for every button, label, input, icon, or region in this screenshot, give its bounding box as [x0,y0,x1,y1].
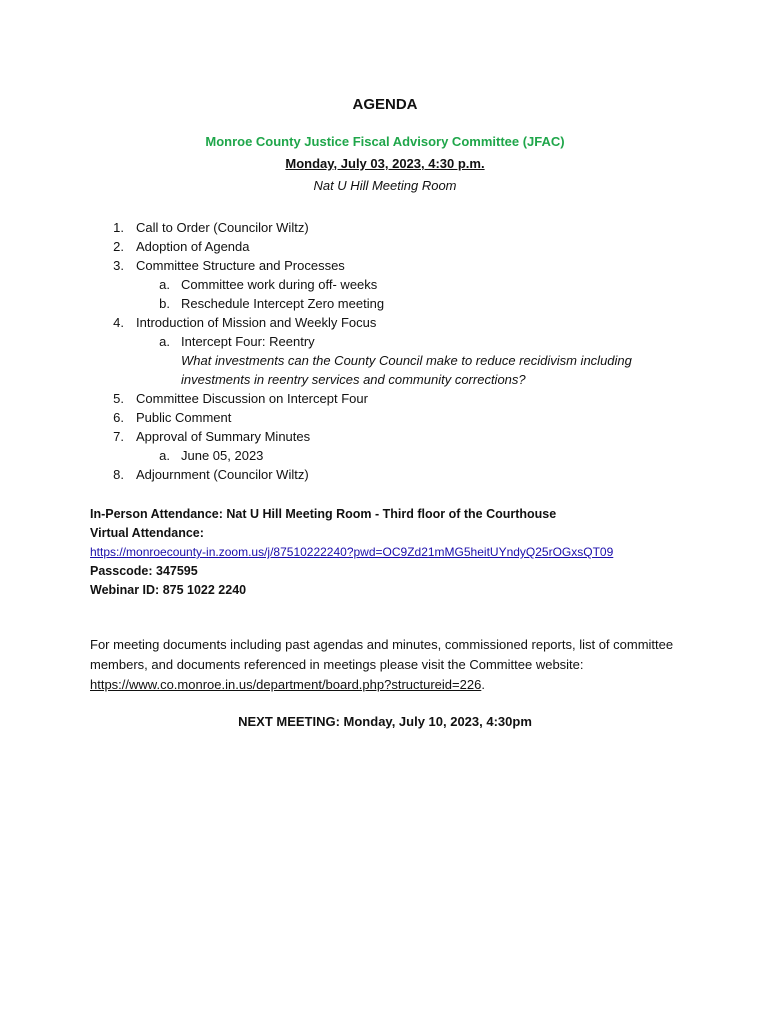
meeting-room: Nat U Hill Meeting Room [313,178,457,193]
documents-paragraph [90,635,690,695]
committee-website-link[interactable]: https://www.co.monroe.in.us/department/board.php?structureid=226 [90,677,482,692]
agenda-item-number: 6. [113,410,124,425]
committee-name: Monroe County Justice Fiscal Advisory Committee (JFAC) [205,134,565,149]
passcode: Passcode: 347595 [90,564,198,578]
agenda-item-text: Committee Discussion on Intercept Four [136,391,368,406]
agenda-item-number: 4. [113,315,124,330]
attendance-block [90,505,613,600]
agenda-question-text: investments in reentry services and community corrections? [181,372,526,387]
agenda-item-text: Public Comment [136,410,232,425]
agenda-item-text: Adjournment (Councilor Wiltz) [136,467,309,482]
agenda-item-text: Call to Order (Councilor Wiltz) [136,220,309,235]
agenda-item-text: Intercept Four: Reentry [181,334,315,349]
agenda-item-number: 7. [113,429,124,444]
virtual-attendance-label: Virtual Attendance: [90,526,204,540]
documents-text: For meeting documents including past agendas and minutes, commissioned reports, list of committee members, and documents referenced in meetings please visit the Committee website: [90,637,674,672]
meeting-date: Monday, July 03, 2023, 4:30 p.m. [285,156,485,171]
agenda-item-number: 3. [113,258,124,273]
agenda-item-number: a. [159,448,170,463]
agenda-item-text: June 05, 2023 [181,448,264,463]
documents-end: . [481,677,485,692]
agenda-item-text: Committee Structure and Processes [136,258,345,273]
agenda-item-text: Introduction of Mission and Weekly Focus [136,315,377,330]
agenda-title: AGENDA [352,96,418,113]
agenda-question-text: What investments can the County Council make to reduce recidivism including [181,353,632,368]
agenda-item-number: b. [159,296,170,311]
agenda-item-number: 1. [113,220,124,235]
next-meeting: NEXT MEETING: Monday, July 10, 2023, 4:30pm [238,714,532,729]
agenda-item-number: 5. [113,391,124,406]
webinar-id: Webinar ID: 875 1022 2240 [90,583,247,597]
agenda-item-number: a. [159,334,170,349]
agenda-item-text: Reschedule Intercept Zero meeting [181,296,385,311]
agenda-item-number: 8. [113,467,124,482]
zoom-link[interactable]: https://monroecounty-in.zoom.us/j/87510222240?pwd=OC9Zd21mMG5heitUYndyQ25rOGxsQT09 [90,545,614,559]
agenda-item-number: a. [159,277,170,292]
agenda-item-text: Committee work during off- weeks [181,277,378,292]
in-person-attendance: In-Person Attendance: Nat U Hill Meeting Room - Third floor of the Courthouse [90,507,557,521]
agenda-item-text: Approval of Summary Minutes [136,429,311,444]
agenda-item-text: Adoption of Agenda [136,239,250,254]
agenda-item-number: 2. [113,239,124,254]
